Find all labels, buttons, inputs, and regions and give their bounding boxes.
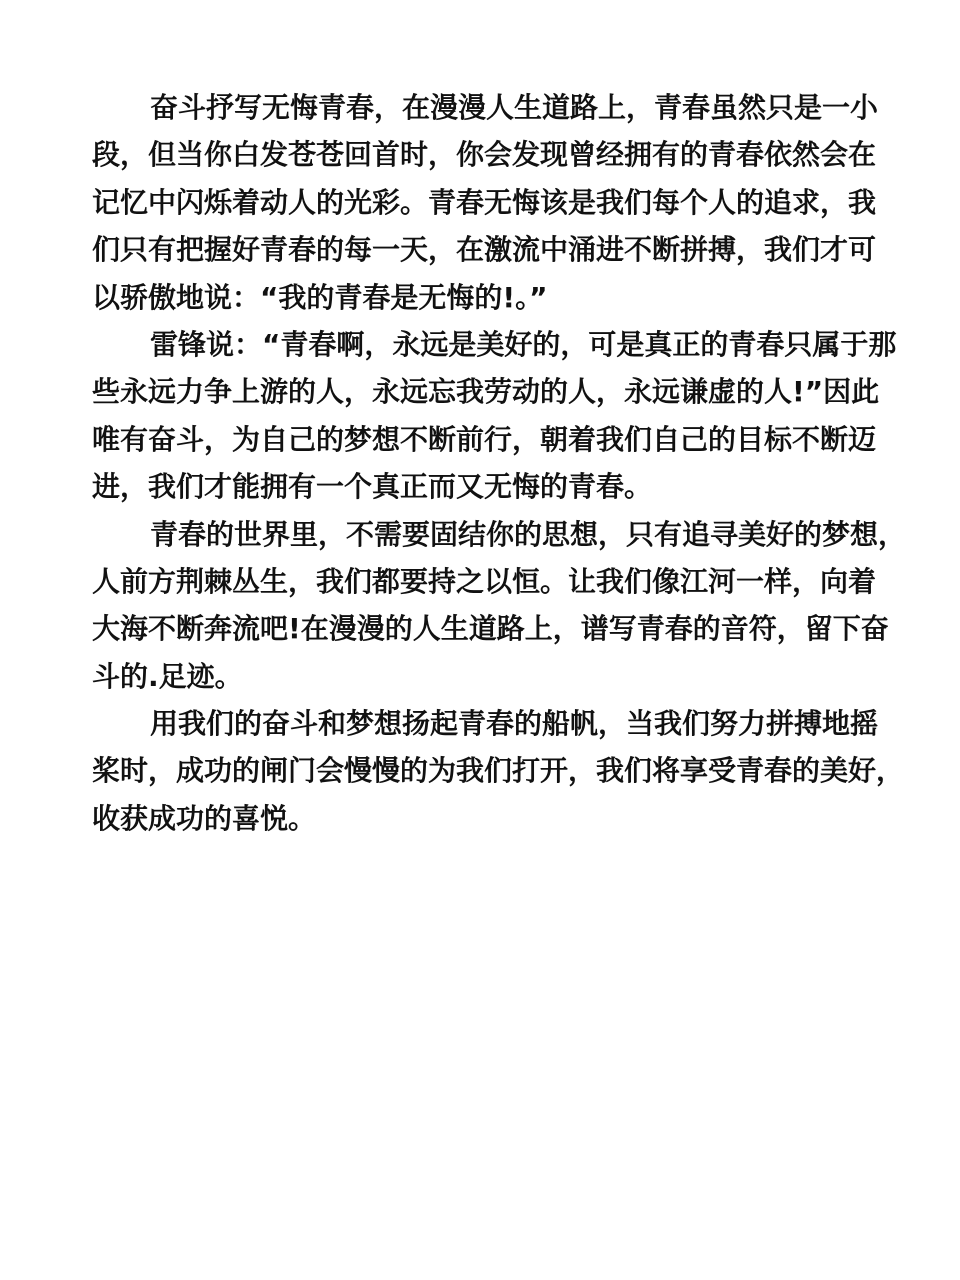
paragraph-3 (92, 511, 907, 701)
text-line: 青春的世界里，不需要固结你的思想，只有追寻美好的梦想， (150, 517, 907, 551)
text-line: 段，但当你白发苍苍回首时，你会发现曾经拥有的青春依然会在 (92, 138, 877, 172)
text-line: 斗的.足迹。 (92, 659, 243, 693)
text-line: 们只有把握好青春的每一天，在激流中涌进不断拼搏，我们才可 (92, 233, 877, 267)
paragraph-4 (92, 700, 905, 842)
text-line: 些永远力争上游的人，永远忘我劳动的人，永远谦虚的人!”因此 (92, 375, 880, 409)
document-body (92, 84, 907, 842)
text-line: 记忆中闪烁着动人的光彩。青春无悔该是我们每个人的追求，我 (92, 185, 877, 219)
text-line: 雷锋说：“青春啊，永远是美好的，可是真正的青春只属于那 (150, 327, 897, 361)
text-line: 收获成功的喜悦。 (92, 801, 317, 835)
paragraph-2 (92, 321, 897, 511)
text-line: 用我们的奋斗和梦想扬起青春的船帆，当我们努力拼搏地摇 (150, 707, 879, 741)
text-line: 大海不断奔流吧!在漫漫的人生道路上，谱写青春的音符，留下奋 (92, 612, 889, 646)
text-line: 桨时，成功的闸门会慢慢的为我们打开，我们将享受青春的美好， (92, 754, 905, 788)
text-line: 以骄傲地说：“我的青春是无悔的!。” (92, 280, 548, 314)
text-line: 奋斗抒写无悔青春，在漫漫人生道路上，青春虽然只是一小 (150, 91, 879, 124)
text-line: 进，我们才能拥有一个真正而又无悔的青春。 (92, 470, 653, 504)
paragraph-1 (92, 84, 879, 321)
text-line: 唯有奋斗，为自己的梦想不断前行，朝着我们自己的目标不断迈 (92, 422, 877, 456)
text-line: 人前方荆棘丛生，我们都要持之以恒。让我们像江河一样，向着 (92, 564, 877, 598)
